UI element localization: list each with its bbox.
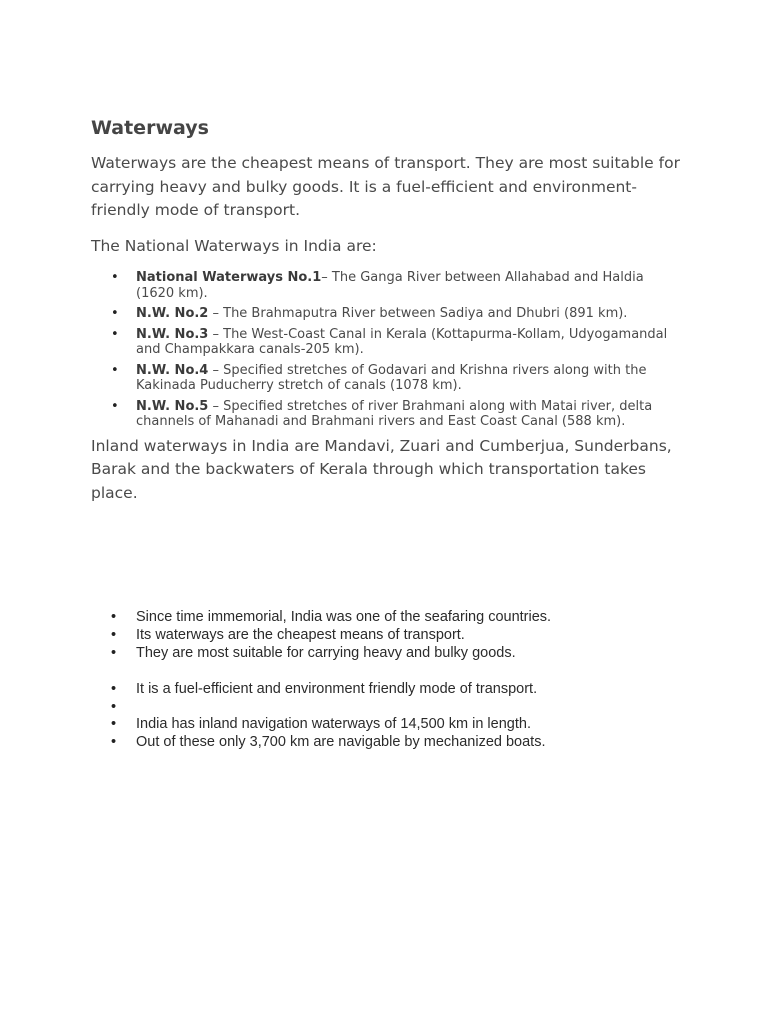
list-item: • It is a fuel-efficient and environment friendly mode of transport. bbox=[91, 680, 691, 698]
intro-paragraph: Waterways are the cheapest means of transport. They are most suitable for carrying heavy and bulky goods. It is a fuel-efficient and environment-friendly mode of transport. bbox=[91, 154, 680, 219]
waterway-description: – The Ganga River between Allahabad and Haldia (1620 km). bbox=[136, 270, 644, 301]
list-item: • They are most suitable for carrying heavy and bulky goods. bbox=[91, 644, 691, 662]
waterway-description: – Specified stretches of Godavari and Krishna rivers along with the Kakinada Puducherry stretch of canals (1078 km). bbox=[136, 362, 647, 393]
more-points-list bbox=[91, 680, 691, 751]
page-title: Waterways bbox=[91, 117, 209, 139]
list-item bbox=[91, 327, 681, 358]
waterway-description: – Specified stretches of river Brahmani along with Matai river, delta channels of Mahanadi and Brahmani rivers and East Coast Canal (588 km). bbox=[136, 398, 653, 429]
list-item: • India has inland navigation waterways of 14,500 km in length. bbox=[91, 715, 691, 733]
document-body bbox=[91, 116, 681, 505]
waterway-name: N.W. No.3 bbox=[136, 326, 209, 342]
list-item bbox=[91, 270, 681, 301]
waterway-description: – The Brahmaputra River between Sadiya and Dhubri (891 km). bbox=[208, 306, 628, 321]
national-waterways-intro: The National Waterways in India are: bbox=[91, 236, 377, 255]
list-item bbox=[91, 399, 681, 430]
waterway-name: N.W. No.4 bbox=[136, 362, 209, 378]
empty-list-item bbox=[91, 698, 691, 715]
key-points-list bbox=[91, 608, 691, 662]
list-item bbox=[91, 363, 681, 394]
waterway-name: National Waterways No.1 bbox=[136, 270, 322, 285]
list-item: • Out of these only 3,700 km are navigable by mechanized boats. bbox=[91, 733, 691, 751]
waterway-name: N.W. No.2 bbox=[136, 306, 209, 321]
list-item: • Its waterways are the cheapest means of transport. bbox=[91, 626, 691, 644]
waterway-name: N.W. No.5 bbox=[136, 398, 209, 414]
waterway-description: – The West-Coast Canal in Kerala (Kottapurma-Kollam, Udyogamandal and Champakkara canals-205 km). bbox=[136, 326, 668, 357]
inland-waterways-paragraph: Inland waterways in India are Mandavi, Zuari and Cumberjua, Sunderbans, Barak and the backwaters of Kerala through which transportation takes place. bbox=[91, 436, 672, 502]
list-item bbox=[91, 306, 681, 322]
national-waterways-list bbox=[91, 270, 681, 430]
list-item: • Since time immemorial, India was one of the seafaring countries. bbox=[91, 608, 691, 626]
